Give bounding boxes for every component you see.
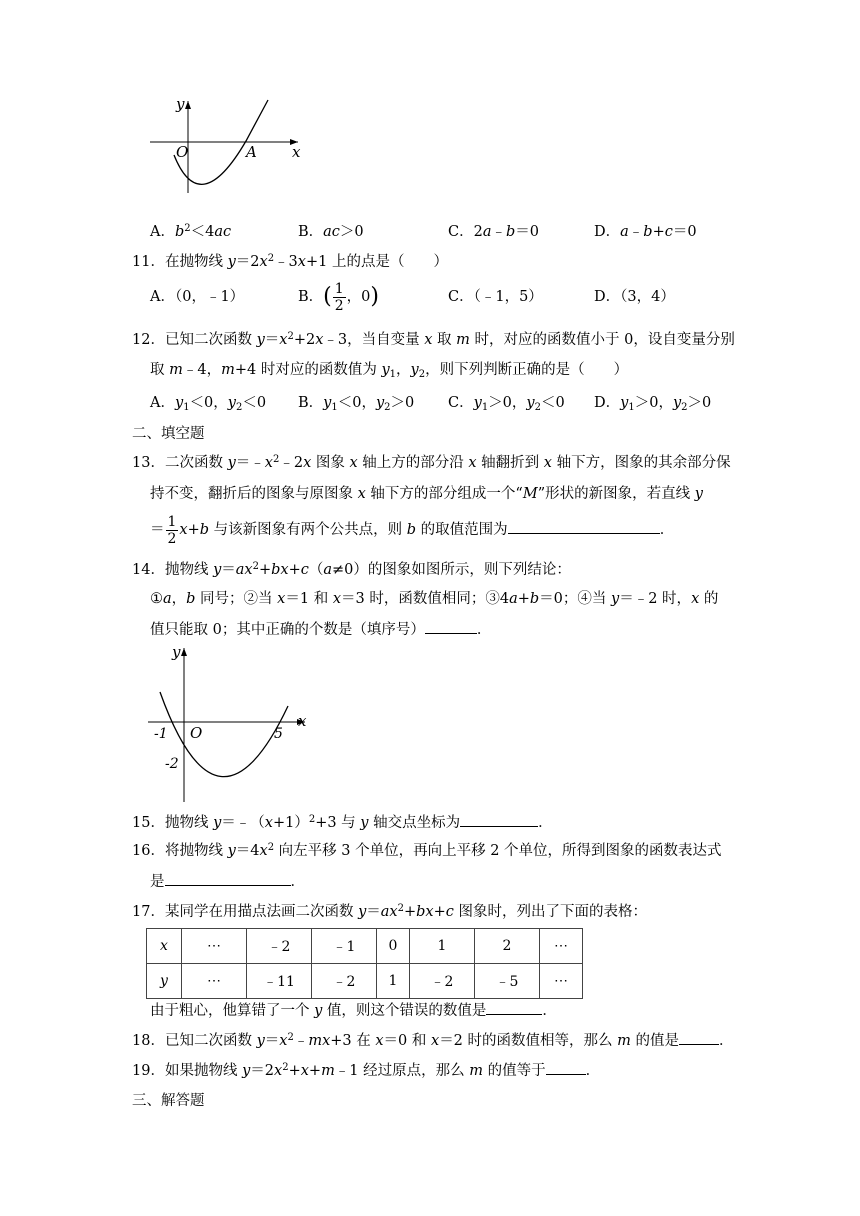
graph1-origin-label: O xyxy=(176,143,189,161)
table-cell: 1 xyxy=(410,929,475,964)
graph2-x-label: x xyxy=(298,712,307,730)
q17-value-table xyxy=(146,928,583,999)
table-cell: ⋯ xyxy=(182,964,247,999)
q16-stem-line1: 16．将抛物线 $y=4x^2$ 向左平移 3 个单位，再向上平移 2 个单位，所得到图象的函数表达式 xyxy=(132,842,722,859)
graph1-y-label: y xyxy=(176,95,185,113)
q10-option-b[interactable]: B．ac＞0 xyxy=(298,224,364,240)
q11-option-d[interactable]: D．（3，4） xyxy=(594,289,675,305)
q10-option-d[interactable]: D．a﹣b+c＝0 xyxy=(594,224,697,240)
table-cell: ﹣11 xyxy=(247,964,312,999)
q15-answer-blank[interactable] xyxy=(460,812,538,827)
table-cell: 2 xyxy=(475,929,540,964)
q12-option-c[interactable]: C．$y_1>0$，$y_2<0$ xyxy=(448,395,565,413)
graph2-tick-5: 5 xyxy=(274,726,283,742)
q14-stem-line3: 值只能取 0；其中正确的个数是（填序号） ． xyxy=(150,619,491,640)
q14-stem-line2: ①a，b 同号；②当 x＝1 和 x＝3 时，函数值相同；③4a+b＝0；④当 y＝﹣2 时，x 的 xyxy=(150,591,719,607)
q13-stem-line3: ＝ $\frac{1}{2}$ x+b 与该新图象有两个公共点，则 b 的取值范围为 ． xyxy=(150,513,675,547)
table-row xyxy=(147,964,583,999)
section-3-heading: 三、解答题 xyxy=(132,1093,205,1109)
q13-stem-line2: 持不变，翻折后的图象与原图象 x 轴下方的部分组成一个“M”形状的新图象，若直线 y xyxy=(150,486,703,502)
q11-option-c[interactable]: C．（﹣1，5） xyxy=(448,289,543,305)
q12-stem-line2: 取 m﹣4，m+4 时对应的函数值为 $y_1$，$y_2$，则下列判断正确的是（ ） xyxy=(150,362,629,380)
q11-option-b[interactable]: B．( $\frac{1}{2}$ ，0) xyxy=(298,280,379,314)
table-cell: ﹣2 xyxy=(312,964,377,999)
table-cell: ﹣2 xyxy=(247,929,312,964)
q16-stem-line2: 是 ． xyxy=(150,871,305,892)
table-cell: 1 xyxy=(377,964,410,999)
q10-option-c[interactable]: C．2a﹣b＝0 xyxy=(448,224,540,240)
q11-stem: 11．在抛物线 $y=2x^2﹣3x+1$ 上的点是（ ） xyxy=(132,253,448,270)
graph2-origin-label: O xyxy=(190,724,203,742)
parabola-graph-1 xyxy=(140,95,310,195)
q13-stem-line1: 13．二次函数 $y=﹣x^2﹣2x$ 图象 x 轴上方的部分沿 x 轴翻折到 x 轴下方，图象的其余部分保 xyxy=(132,454,731,471)
graph2-tick-neg1: -1 xyxy=(154,726,168,742)
q17-followup: 由于粗心，他算错了一个 y 值，则这个错误的数值是 ． xyxy=(150,1000,557,1021)
graph2-tick-neg2: -2 xyxy=(165,756,179,772)
section-2-heading: 二、填空题 xyxy=(132,426,205,442)
q19-answer-blank[interactable] xyxy=(546,1060,586,1075)
table-row xyxy=(147,929,583,964)
q18-stem: 18．已知二次函数 $y=x^2﹣mx+3$ 在 x＝0 和 x＝2 时的函数值相等，那么 m 的值是 ． xyxy=(132,1032,734,1049)
q12-option-d[interactable]: D．$y_1>0$，$y_2>0$ xyxy=(594,395,712,413)
table-cell: ﹣2 xyxy=(410,964,475,999)
q19-stem: 19．如果抛物线 $y=2x^2+x+m﹣1$ 经过原点，那么 m 的值等于 ． xyxy=(132,1062,601,1079)
parabola-graph-2 xyxy=(140,644,315,804)
q17-stem: 17．某同学在用描点法画二次函数 $y=ax^2+bx+c$ 图象时，列出了下面的表格： xyxy=(132,903,647,920)
q12-stem-line1: 12．已知二次函数 $y=x^2+2x﹣3$，当自变量 x 取 m 时，对应的函数值小于 0，设自变量分别 xyxy=(132,331,735,348)
table-cell: ⋯ xyxy=(540,964,583,999)
graph1-point-a-label: A xyxy=(246,143,257,161)
table-cell: ⋯ xyxy=(540,929,583,964)
q14-answer-blank[interactable] xyxy=(425,619,477,634)
q15-stem: 15．抛物线 $y=﹣(x+1)^2+3$ 与 y 轴交点坐标为 ． xyxy=(132,814,553,831)
q17-answer-blank[interactable] xyxy=(486,1000,542,1015)
table-cell: 0 xyxy=(377,929,410,964)
graph1-x-label: x xyxy=(292,143,301,161)
graph2-y-label: y xyxy=(172,644,181,661)
table-cell: ⋯ xyxy=(182,929,247,964)
table-cell: ﹣5 xyxy=(475,964,540,999)
q14-stem-line1: 14．抛物线 $y=ax^2+bx+c(a\ne 0)$的图象如图所示，则下列结论： xyxy=(132,561,571,578)
q13-answer-blank[interactable] xyxy=(508,519,660,534)
q16-answer-blank[interactable] xyxy=(165,871,291,886)
q10-option-a[interactable]: A．$b^2<4ac$ xyxy=(150,223,232,240)
table-cell: y xyxy=(147,964,182,999)
q12-option-b[interactable]: B．$y_1<0$，$y_2>0$ xyxy=(298,395,415,413)
table-cell: x xyxy=(147,929,182,964)
table-cell: ﹣1 xyxy=(312,929,377,964)
q12-option-a[interactable]: A．$y_1<0$，$y_2<0$ xyxy=(150,395,267,413)
q11-option-a[interactable]: A．（0，﹣1） xyxy=(150,289,245,305)
q18-answer-blank[interactable] xyxy=(679,1030,719,1045)
